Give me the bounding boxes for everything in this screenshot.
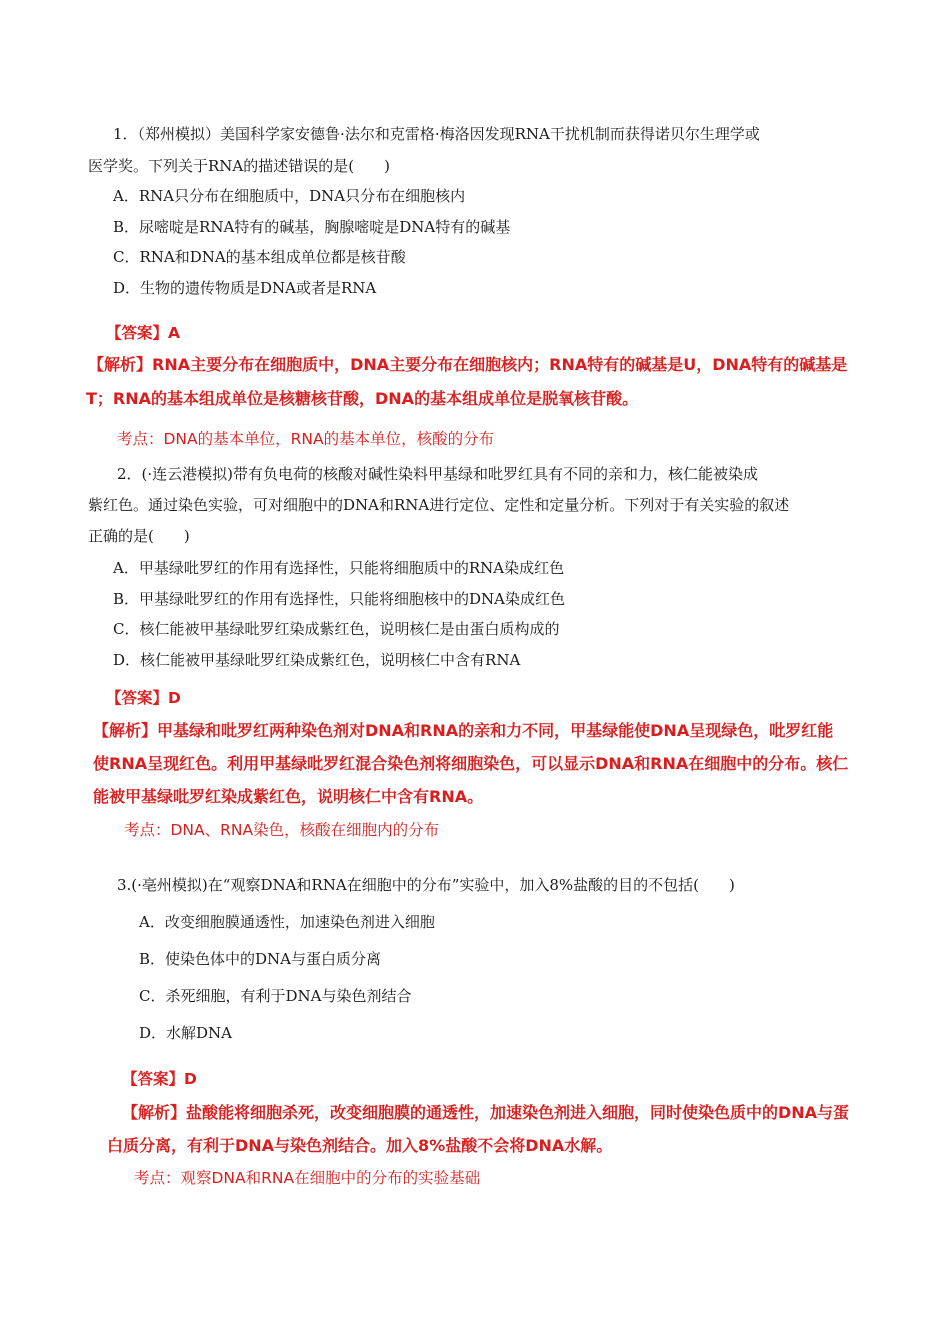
q1-stem-line1: 1．（郑州模拟）美国科学家安德鲁·法尔和克雷格·梅洛因发现RNA干扰机制而获得诺贝尔生理学或 [113,125,760,143]
q1-stem-line2: 医学奖。下列关于RNA的描述错误的是( ) [88,157,390,175]
q1-explanation-line2: T；RNA的基本组成单位是核糖核苷酸，DNA的基本组成单位是脱氧核苷酸。 [86,389,639,408]
q3-option-d: D．水解DNA [139,1024,233,1042]
q1-answer: 【答案】A [106,324,180,342]
q3-option-a: A．改变细胞膜通透性，加速染色剂进入细胞 [139,913,435,931]
q3-answer: 【答案】D [122,1070,197,1088]
q2-explanation-line1: 【解析】甲基绿和吡罗红两种染色剂对DNA和RNA的亲和力不同，甲基绿能使DNA呈现绿色，吡罗红能 [93,721,834,740]
q2-option-d: D．核仁能被甲基绿吡罗红染成紫红色，说明核仁中含有RNA [113,651,521,669]
q3-explanation-line1: 【解析】盐酸能将细胞杀死，改变细胞膜的通透性，加速染色剂进入细胞，同时使染色质中的DNA与蛋 [122,1103,850,1122]
q2-answer: 【答案】D [106,689,181,707]
q2-stem-line1: 2．(·连云港模拟)带有负电荷的核酸对碱性染料甲基绿和吡罗红具有不同的亲和力，核仁能被染成 [117,465,759,483]
q2-stem-line3: 正确的是( ) [88,527,190,545]
q1-explanation-line1: 【解析】RNA主要分布在细胞质中，DNA主要分布在细胞核内；RNA特有的碱基是U，DNA特有的碱基是 [88,355,848,374]
q2-stem-line2: 紫红色。通过染色实验，可对细胞中的DNA和RNA进行定位、定性和定量分析。下列对于有关实验的叙述 [88,496,790,514]
q1-option-d: D．生物的遗传物质是DNA或者是RNA [113,279,377,297]
q2-explanation-line2: 使RNA呈现红色。利用甲基绿吡罗红混合染色剂将细胞染色，可以显示DNA和RNA在细胞中的分布。核仁 [93,754,849,773]
q1-option-a: A．RNA只分布在细胞质中，DNA只分布在细胞核内 [113,187,466,205]
q2-option-a: A．甲基绿吡罗红的作用有选择性，只能将细胞质中的RNA染成红色 [113,559,565,577]
q2-knowledge-point: 考点：DNA、RNA染色，核酸在细胞内的分布 [124,821,440,839]
q2-option-b: B．甲基绿吡罗红的作用有选择性，只能将细胞核中的DNA染成红色 [113,590,566,608]
q1-option-c: C．RNA和DNA的基本组成单位都是核苷酸 [113,248,406,266]
q1-knowledge-point: 考点：DNA的基本单位，RNA的基本单位，核酸的分布 [117,430,495,448]
q3-stem-line1: 3.(·亳州模拟)在“观察DNA和RNA在细胞中的分布”实验中，加入8%盐酸的目的不包括( ) [117,876,735,894]
q3-option-c: C．杀死细胞，有利于DNA与染色剂结合 [139,987,412,1005]
q2-option-c: C．核仁能被甲基绿吡罗红染成紫红色，说明核仁是由蛋白质构成的 [113,620,560,638]
q3-option-b: B．使染色体中的DNA与蛋白质分离 [139,950,382,968]
q1-option-b: B．尿嘧啶是RNA特有的碱基，胸腺嘧啶是DNA特有的碱基 [113,218,511,236]
q3-explanation-line2: 白质分离，有利于DNA与染色剂结合。加入8%盐酸不会将DNA水解。 [107,1136,613,1155]
q2-explanation-line3: 能被甲基绿吡罗红染成紫红色，说明核仁中含有RNA。 [93,787,484,806]
q3-knowledge-point: 考点：观察DNA和RNA在细胞中的分布的实验基础 [134,1169,481,1187]
